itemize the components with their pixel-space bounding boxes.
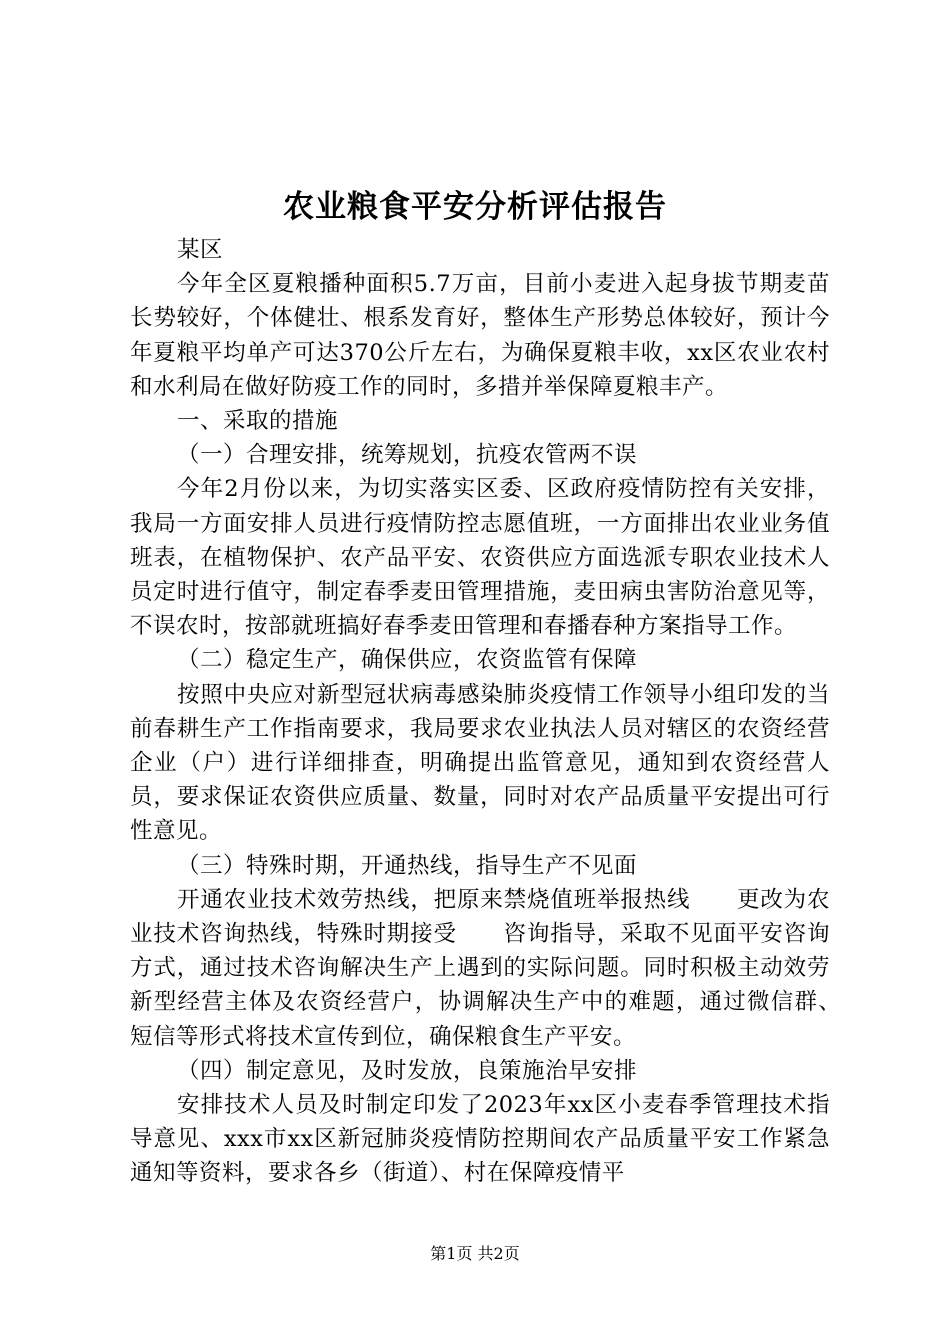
subsection-heading-3: （三）特殊时期，开通热线，指导生产不见面 (177, 852, 638, 879)
paragraph-subsection-4: 安排技术人员及时制定印发了2023年xx区小麦春季管理技术指导意见、xxx市xx区新冠肺炎疫情防控期间农产品质量平安工作紧急通知等资料，要求各乡（街道）、村在保障疫情平 (130, 1092, 830, 1187)
subsection-heading-2: （二）稳定生产，确保供应，农资监管有保障 (177, 647, 638, 674)
paragraph-subsection-3: 开通农业技术效劳热线，把原来禁烧值班举报热线 更改为农业技术咨询热线，特殊时期接受 咨询指导，采取不见面平安咨询方式，通过技术咨询解决生产上遇到的实际问题。同时积极主动效劳新型经营主体及农资经营户，协调解决生产中的难题，通过微信群、 短信等形式将技术宣传到位，确保粮食生产平安。 (130, 886, 877, 1050)
document-body (130, 233, 877, 1191)
paragraph-intro: 今年全区夏粮播种面积5.7万亩，目前小麦进入起身拔节期麦苗长势较好，个体健壮、根系发育好，整体生产形势总体较好，预计今年夏粮平均单产可达370公斤左右，为确保夏粮丰收，xx区农业农村和水利局在做好防疫工作的同时，多措并举保障夏粮丰产。 (130, 271, 830, 400)
page-number-footer: 第1页 共2页 (430, 1244, 520, 1263)
paragraph-district: 某区 (177, 237, 224, 263)
subsection-heading-1: （一）合理安排，统筹规划，抗疫农管两不误 (177, 442, 638, 469)
document-title: 农业粮食平安分析评估报告 (283, 189, 667, 225)
paragraph-subsection-1: 今年2月份以来，为切实落实区委、区政府疫情防控有关安排，我局一方面安排人员进行疫情防控志愿值班，一方面排出农业业务值班表，在植物保护、农产品平安、农资供应方面选派专职农业技术人员定时进行值守，制定春季麦田管理措施，麦田病虫害防治意见等，不误农时，按部就班搞好春季麦田管理和春播春种方案指导工作。 (130, 476, 830, 640)
paragraph-subsection-2: 按照中央应对新型冠状病毒感染肺炎疫情工作领导小组印发的当前春耕生产工作指南要求，我局要求农业执法人员对辖区的农资经营企业（户）进行详细排查，明确提出监管意见，通知到农资经营人员，要求保证农资供应质量、数量，同时对农产品质量平安提出可行性意见。 (130, 681, 830, 845)
subsection-heading-4: （四）制定意见，及时发放，良策施治早安排 (177, 1057, 638, 1084)
section-heading-measures: 一、采取的措施 (177, 408, 339, 435)
